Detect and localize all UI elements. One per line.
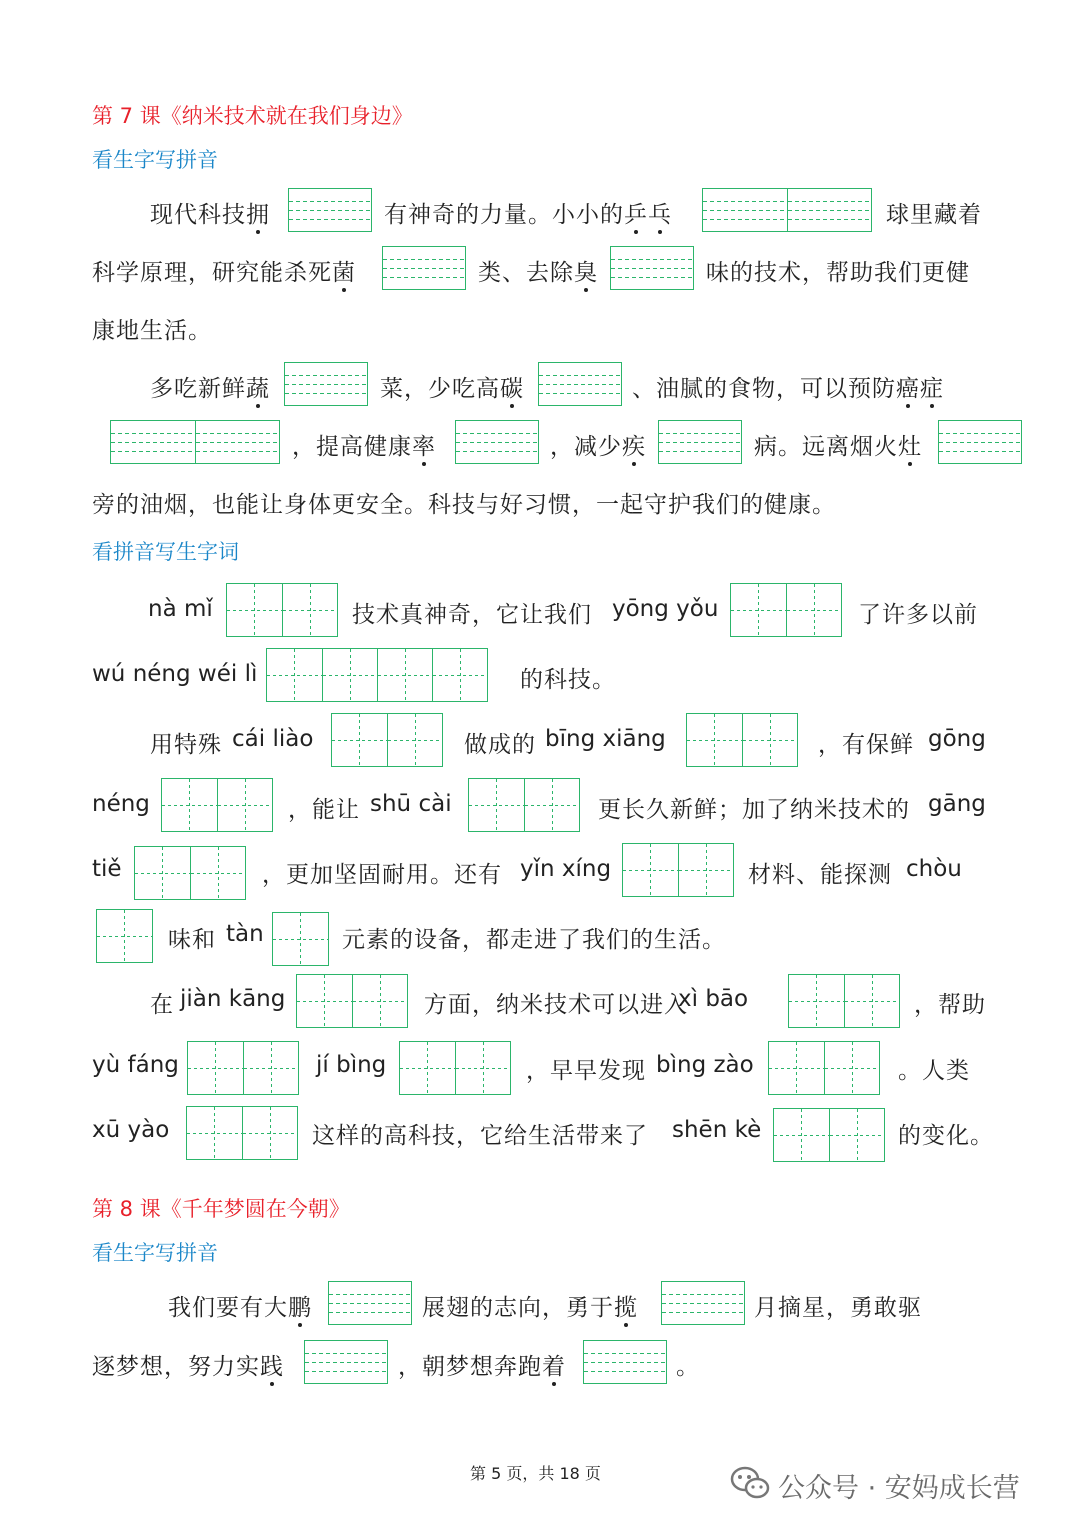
character-grid[interactable]	[226, 583, 338, 637]
text-line: ，朝梦想奔跑着	[398, 1348, 566, 1381]
lesson8-title: 第 8 课《千年梦圆在今朝》	[92, 1197, 350, 1221]
pinyin-prompt: yǐn xíng	[520, 856, 612, 882]
character-grid[interactable]	[399, 1041, 511, 1095]
character-grid[interactable]	[161, 778, 273, 832]
text-line: 做成的	[464, 732, 536, 758]
text-line: ，有保鲜	[818, 732, 914, 758]
character-grid[interactable]	[622, 843, 734, 897]
pinyin-prompt: shū cài	[370, 791, 452, 817]
text-line: 菜，少吃高碳	[380, 370, 524, 403]
text-line: 病。远离烟火灶	[754, 428, 922, 461]
character-grid[interactable]	[331, 713, 443, 767]
pinyin-answer-box[interactable]	[328, 1281, 412, 1325]
text-line: 有神奇的力量。小小的乒乓	[384, 196, 672, 229]
text-line: 的变化。	[898, 1123, 994, 1149]
text-line: 在	[150, 992, 174, 1018]
pinyin-prompt: gōng	[928, 726, 986, 752]
text-line: 味的技术，帮助我们更健	[706, 260, 970, 286]
text-line: 康地生活。	[92, 318, 212, 344]
text-line: 多吃新鲜蔬	[150, 370, 270, 403]
text-line: 。	[676, 1354, 700, 1380]
lesson7-title: 第 7 课《纳米技术就在我们身边》	[92, 104, 413, 128]
text-line: 旁的油烟，也能让身体更安全。科技与好习惯，一起守护我们的健康。	[92, 492, 836, 518]
pinyin-answer-box[interactable]	[284, 362, 368, 406]
character-grid[interactable]	[266, 648, 488, 702]
pinyin-answer-box[interactable]	[583, 1340, 667, 1384]
pinyin-answer-box[interactable]	[610, 246, 694, 290]
text-line: 。人类	[898, 1058, 970, 1084]
pinyin-prompt: néng	[92, 791, 150, 817]
pinyin-answer-box[interactable]	[661, 1281, 745, 1325]
character-grid[interactable]	[134, 846, 246, 900]
pinyin-prompt: xū yào	[92, 1117, 170, 1143]
character-grid[interactable]	[187, 1041, 299, 1095]
pinyin-answer-box[interactable]	[382, 246, 466, 290]
text-line: ，更加坚固耐用。还有	[262, 862, 502, 888]
pinyin-answer-box[interactable]	[938, 420, 1022, 464]
character-grid[interactable]	[686, 713, 798, 767]
section-heading-pinyin: 看生字写拼音	[92, 1241, 218, 1265]
text-line: 逐梦想，努力实践	[92, 1348, 284, 1381]
pinyin-answer-box[interactable]	[455, 420, 539, 464]
pinyin-prompt: tiě	[92, 856, 122, 882]
character-grid[interactable]	[468, 778, 580, 832]
text-line: ，减少疾	[550, 428, 646, 461]
pinyin-answer-box[interactable]	[110, 420, 280, 464]
text-line: 方面，纳米技术可以进入	[424, 992, 688, 1018]
page-number: 第 5 页，共 18 页	[470, 1464, 601, 1483]
text-line: 球里藏着	[886, 202, 982, 228]
text-line: ，帮助	[914, 992, 986, 1018]
pinyin-prompt: xì bāo	[678, 986, 749, 1012]
text-line: 、油腻的食物，可以预防癌症	[632, 370, 944, 403]
character-grid[interactable]	[272, 912, 329, 966]
pinyin-prompt: cái liào	[232, 726, 314, 752]
text-line: 的科技。	[520, 667, 616, 693]
text-line: 技术真神奇，它让我们	[352, 602, 592, 628]
pinyin-prompt: chòu	[906, 856, 962, 882]
pinyin-prompt: yù fáng	[92, 1052, 179, 1078]
pinyin-prompt: jiàn kāng	[180, 986, 286, 1012]
text-line: 更长久新鲜；加了纳米技术的	[598, 797, 910, 823]
text-line: 味和	[168, 927, 216, 953]
pinyin-answer-box[interactable]	[702, 188, 872, 232]
text-line: 展翅的志向，勇于揽	[422, 1289, 638, 1322]
text-line: 材料、能探测	[748, 862, 892, 888]
text-line: 月摘星，勇敢驱	[754, 1295, 922, 1321]
pinyin-prompt: nà mǐ	[148, 596, 213, 622]
pinyin-prompt: wú néng wéi lì	[92, 661, 258, 687]
character-grid[interactable]	[96, 909, 153, 963]
wechat-icon	[730, 1466, 770, 1500]
character-grid[interactable]	[788, 974, 900, 1028]
character-grid[interactable]	[296, 974, 408, 1028]
character-grid[interactable]	[773, 1108, 885, 1162]
pinyin-answer-box[interactable]	[288, 188, 372, 232]
character-grid[interactable]	[730, 583, 842, 637]
text-line: ，提高健康率	[292, 428, 436, 461]
text-line: 了许多以前	[858, 602, 978, 628]
pinyin-prompt: yōng yǒu	[612, 596, 719, 622]
text-line: 用特殊	[150, 732, 222, 758]
pinyin-answer-box[interactable]	[304, 1340, 388, 1384]
pinyin-prompt: shēn kè	[672, 1117, 762, 1143]
character-grid[interactable]	[186, 1106, 298, 1160]
watermark-text: 公众号 · 安妈成长营	[778, 1473, 1020, 1504]
text-line: 元素的设备，都走进了我们的生活。	[342, 927, 726, 953]
text-line: 现代科技拥	[150, 196, 270, 229]
pinyin-answer-box[interactable]	[658, 420, 742, 464]
pinyin-answer-box[interactable]	[538, 362, 622, 406]
text-line: ，能让	[288, 797, 360, 823]
text-line: 科学原理，研究能杀死菌	[92, 254, 356, 287]
text-line: ，早早发现	[526, 1058, 646, 1084]
character-grid[interactable]	[768, 1041, 880, 1095]
text-line: 类、去除臭	[478, 254, 598, 287]
section-heading-pinyin: 看生字写拼音	[92, 148, 218, 172]
pinyin-prompt: jí bìng	[316, 1052, 387, 1078]
pinyin-prompt: bìng zào	[656, 1052, 754, 1078]
pinyin-prompt: tàn	[226, 921, 264, 947]
section-heading-characters: 看拼音写生字词	[92, 540, 239, 564]
text-line: 这样的高科技，它给生活带来了	[312, 1123, 648, 1149]
pinyin-prompt: bīng xiāng	[545, 726, 666, 752]
pinyin-prompt: gāng	[928, 791, 986, 817]
text-line: 我们要有大鹏	[168, 1289, 312, 1322]
